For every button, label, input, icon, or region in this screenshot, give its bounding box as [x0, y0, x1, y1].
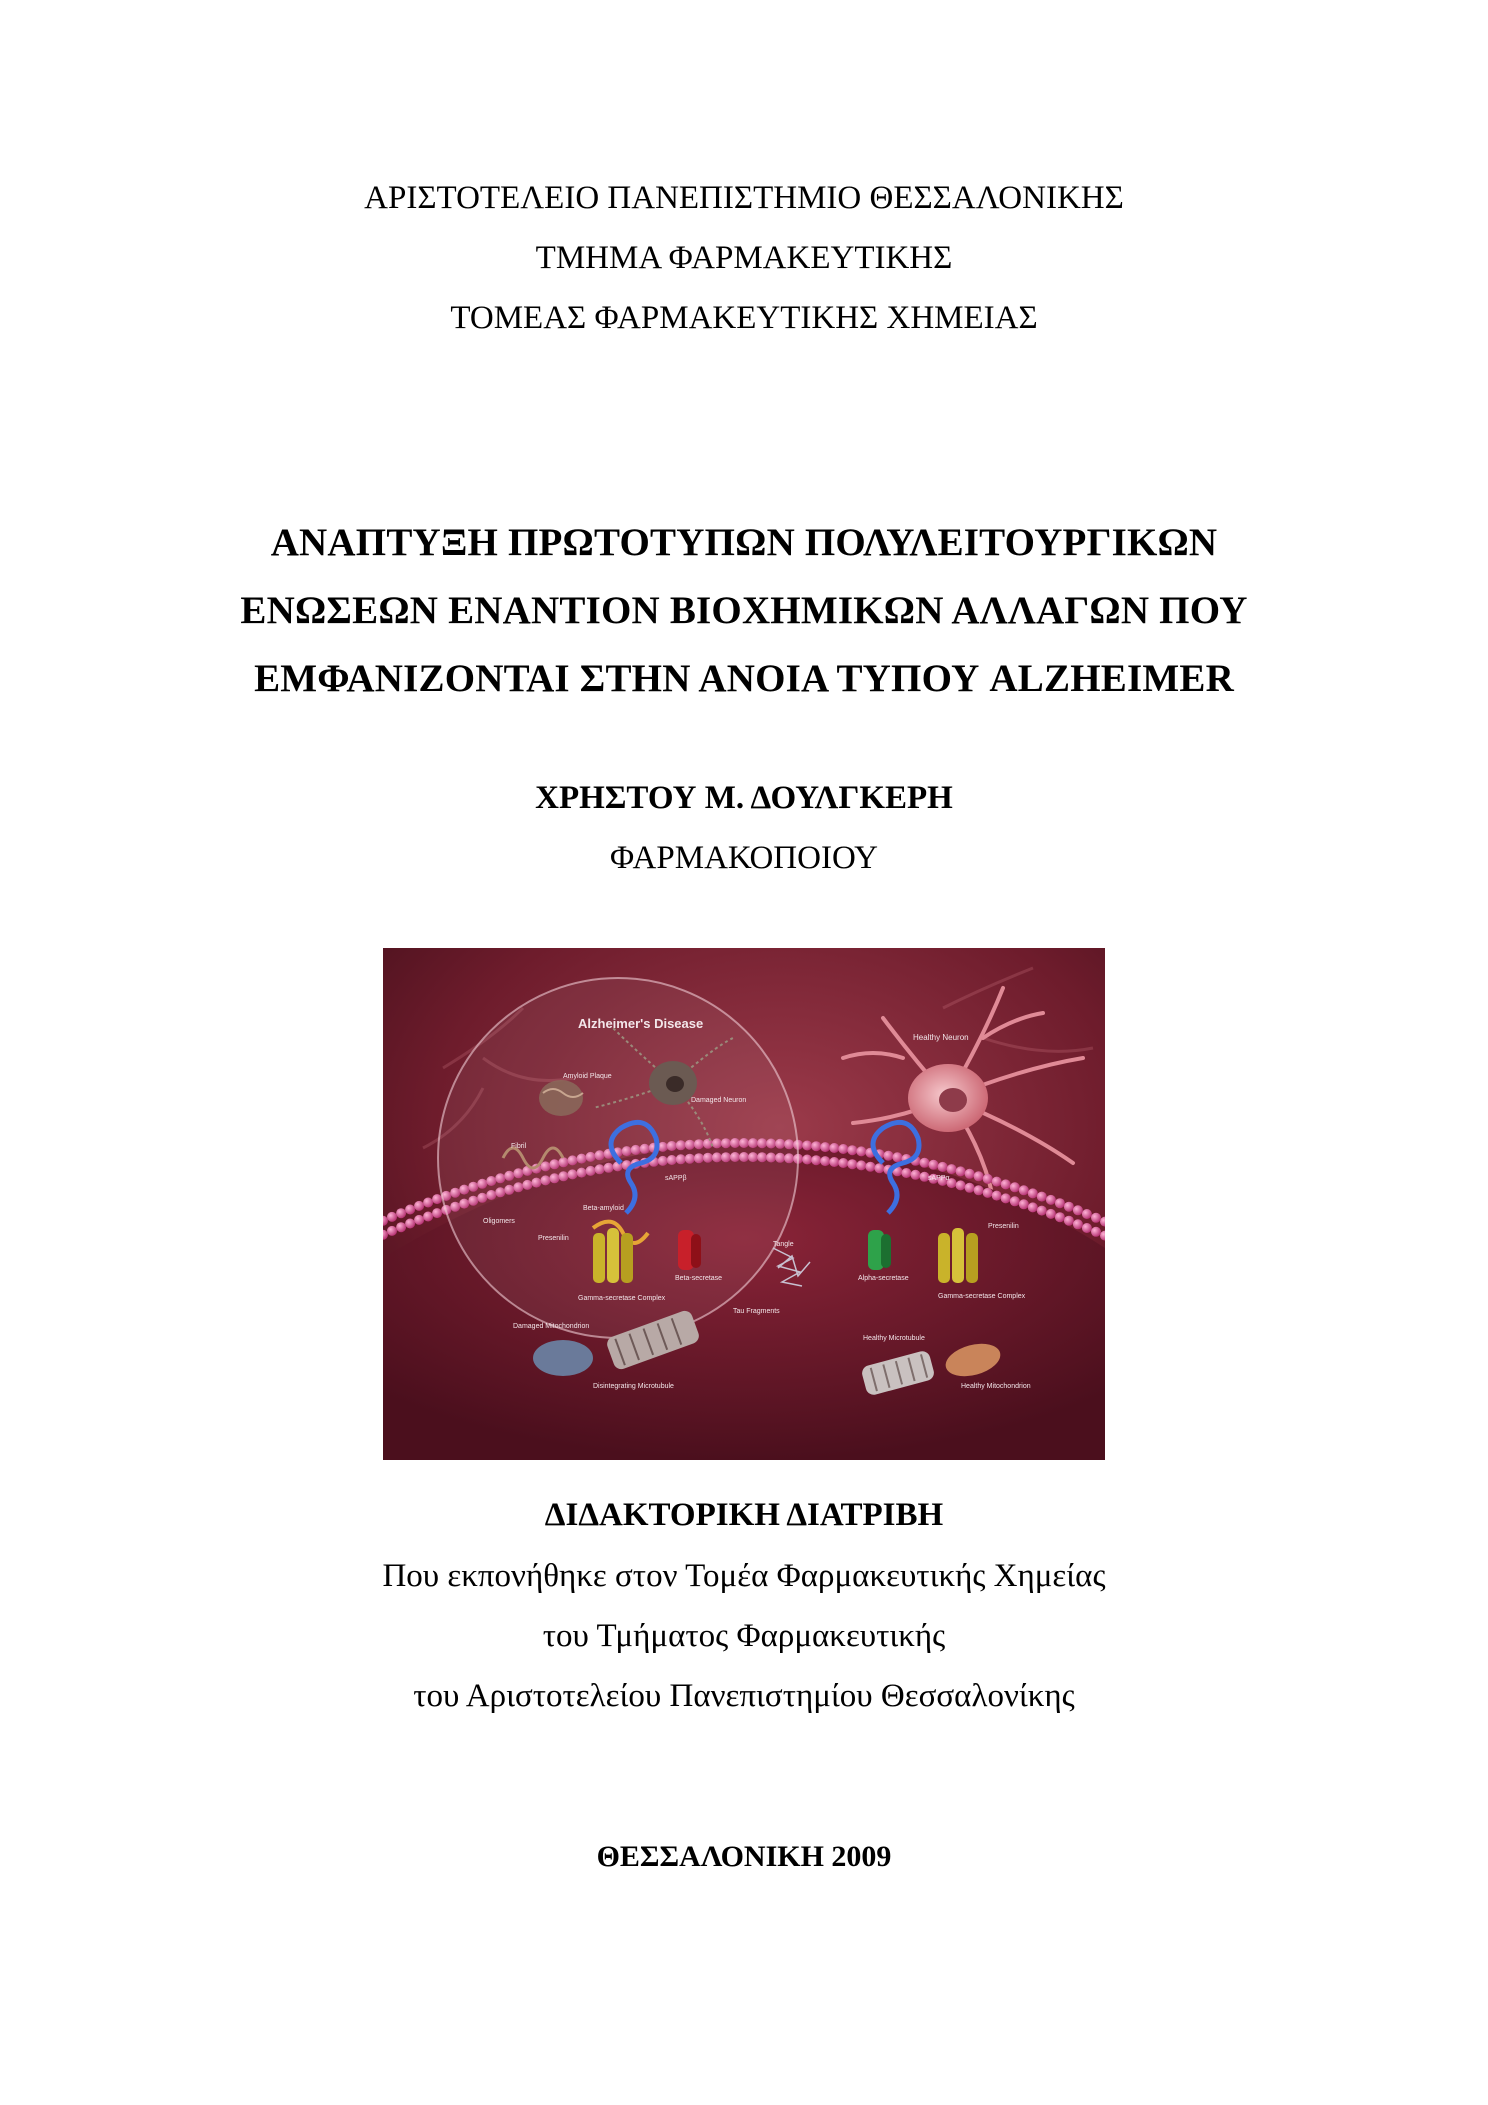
membrane-bead	[947, 1164, 957, 1174]
membrane-bead	[974, 1171, 984, 1181]
label-healthy-neuron: Healthy Neuron	[913, 1033, 969, 1042]
membrane-bead	[874, 1163, 884, 1173]
membrane-bead	[396, 1208, 406, 1218]
label-alpha-secretase: Alpha-secretase	[858, 1275, 909, 1282]
label-presenilin-right: Presenilin	[988, 1223, 1019, 1230]
label-beta-amyloid: Beta-amyloid	[583, 1205, 624, 1212]
membrane-bead	[405, 1219, 415, 1229]
membrane-bead	[1037, 1192, 1047, 1202]
membrane-bead	[865, 1162, 875, 1172]
label-healthy-mt: Healthy Microtubule	[863, 1335, 925, 1342]
label-amyloid-plaque: Amyloid Plaque	[563, 1073, 612, 1080]
alzheimers-illustration	[383, 948, 1105, 1460]
membrane-bead	[965, 1169, 975, 1179]
membrane-bead	[414, 1201, 424, 1211]
label-gamma-right: Gamma-secretase Complex	[938, 1293, 1026, 1300]
membrane-bead	[802, 1141, 812, 1151]
membrane-bead	[920, 1158, 930, 1168]
membrane-bead	[820, 1156, 830, 1166]
membrane-bead	[1073, 1205, 1083, 1215]
membrane-bead	[387, 1226, 397, 1236]
label-gamma-left: Gamma-secretase Complex	[578, 1295, 666, 1302]
thesis-title-line-1: ΑΝΑΠΤΥΞΗ ΠΡΩΤΟΤΥΠΩΝ ΠΟΛΥΛΕΙΤΟΥΡΓΙΚΩΝ	[270, 521, 1218, 564]
amyloid-plaque	[539, 1080, 583, 1116]
thesis-type: ΔΙΔΑΚΤΟΡΙΚΗ ΔΙΑΤΡΙΒΗ	[544, 1497, 944, 1533]
membrane-bead	[1010, 1182, 1020, 1192]
membrane-bead	[1082, 1223, 1092, 1233]
label-disintegrating-mt: Disintegrating Microtubule	[593, 1383, 674, 1390]
thesis-description-line-3: του Αριστοτελείου Πανεπιστημίου Θεσσαλονίκης	[413, 1678, 1075, 1714]
membrane-bead	[856, 1160, 866, 1170]
label-tangle: Tangle	[773, 1241, 794, 1248]
membrane-bead	[432, 1194, 442, 1204]
damaged-mitochondrion	[533, 1340, 593, 1376]
membrane-bead	[847, 1159, 857, 1169]
membrane-bead	[1055, 1212, 1065, 1222]
membrane-bead	[423, 1212, 433, 1222]
thesis-description-line-2: του Τμήματος Φαρμακευτικής	[542, 1618, 946, 1654]
membrane-bead	[847, 1145, 857, 1155]
label-oligomers: Oligomers	[483, 1218, 515, 1225]
membrane-bead	[1046, 1209, 1056, 1219]
membrane-bead	[911, 1170, 921, 1180]
membrane-bead	[423, 1198, 433, 1208]
division-name: ΤΟΜΕΑΣ ΦΑΡΜΑΚΕΥΤΙΚΗΣ ΧΗΜΕΙΑΣ	[450, 300, 1038, 336]
department-name: ΤΜΗΜΑ ΦΑΡΜΑΚΕΥΤΙΚΗΣ	[535, 240, 953, 276]
membrane-bead	[1046, 1195, 1056, 1205]
membrane-bead	[1055, 1198, 1065, 1208]
university-name: ΑΡΙΣΤΟΤΕΛΕΙΟ ΠΑΝΕΠΙΣΤΗΜΙΟ ΘΕΣΣΑΛΟΝΙΚΗΣ	[364, 180, 1124, 216]
membrane-bead	[938, 1162, 948, 1172]
membrane-bead	[856, 1146, 866, 1156]
membrane-bead	[1064, 1216, 1074, 1226]
thesis-description-line-1: Που εκπονήθηκε στον Τομέα Φαρμακευτικής Χημείας	[382, 1558, 1106, 1594]
label-fibril: Fibril	[511, 1143, 527, 1150]
thesis-title-line-3: ΕΜΦΑΝΙΖΟΝΤΑΙ ΣΤΗΝ ΑΝΟΙΑ ΤΥΠΟΥ ALZHEIMER	[254, 657, 1234, 700]
membrane-bead	[983, 1188, 993, 1198]
label-presenilin-left: Presenilin	[538, 1235, 569, 1242]
author-name: ΧΡΗΣΤΟΥ Μ. ΔΟΥΛΓΚΕΡΗ	[535, 780, 953, 816]
membrane-bead	[838, 1158, 848, 1168]
label-sapp-alpha: sAPPα	[928, 1175, 950, 1182]
label-sapp-beta: sAPPβ	[665, 1175, 687, 1182]
membrane-bead	[901, 1168, 911, 1178]
membrane-bead	[992, 1191, 1002, 1201]
gamma-secretase-right	[938, 1228, 978, 1283]
membrane-bead	[387, 1212, 397, 1222]
membrane-bead	[829, 1157, 839, 1167]
membrane-bead	[1028, 1188, 1038, 1198]
membrane-bead	[1001, 1179, 1011, 1189]
membrane-bead	[1019, 1185, 1029, 1195]
membrane-bead	[811, 1141, 821, 1151]
membrane-bead	[892, 1152, 902, 1162]
membrane-bead	[1037, 1206, 1047, 1216]
membrane-bead	[414, 1215, 424, 1225]
membrane-bead	[956, 1166, 966, 1176]
label-damaged-mito: Damaged Mitochondrion	[513, 1323, 590, 1330]
membrane-bead	[883, 1151, 893, 1161]
thesis-title-line-2: ΕΝΩΣΕΩΝ ΕΝΑΝΤΙΟΝ ΒΙΟΧΗΜΙΚΩΝ ΑΛΛΑΓΩΝ ΠΟΥ	[240, 589, 1248, 632]
label-healthy-mito: Healthy Mitochondrion	[961, 1383, 1031, 1390]
membrane-bead	[956, 1180, 966, 1190]
membrane-bead	[1028, 1202, 1038, 1212]
city-year: ΘΕΣΣΑΛΟΝΙΚΗ 2009	[596, 1840, 892, 1873]
membrane-bead	[829, 1143, 839, 1153]
membrane-bead	[965, 1183, 975, 1193]
membrane-bead	[405, 1205, 415, 1215]
fig-heading: Alzheimer's Disease	[578, 1016, 704, 1031]
membrane-bead	[1091, 1213, 1101, 1223]
membrane-bead	[983, 1174, 993, 1184]
membrane-bead	[820, 1142, 830, 1152]
membrane-bead	[929, 1160, 939, 1170]
membrane-bead	[432, 1208, 442, 1218]
beta-secretase	[678, 1230, 701, 1270]
membrane-bead	[974, 1185, 984, 1195]
membrane-bead	[811, 1155, 821, 1165]
membrane-bead	[1001, 1193, 1011, 1203]
gamma-secretase-left	[593, 1228, 633, 1283]
membrane-bead	[396, 1222, 406, 1232]
membrane-bead	[1019, 1199, 1029, 1209]
membrane-bead	[1073, 1219, 1083, 1229]
author-profession: ΦΑΡΜΑΚΟΠΟΙΟΥ	[610, 840, 878, 876]
membrane-bead	[1064, 1202, 1074, 1212]
label-tau-fragments: Tau Fragments	[733, 1308, 780, 1315]
membrane-bead	[1091, 1227, 1101, 1237]
label-damaged-neuron: Damaged Neuron	[691, 1097, 747, 1104]
membrane-bead	[1010, 1196, 1020, 1206]
alpha-secretase	[868, 1230, 891, 1270]
label-beta-secretase: Beta-secretase	[675, 1275, 723, 1282]
membrane-bead	[838, 1144, 848, 1154]
membrane-bead	[992, 1177, 1002, 1187]
membrane-bead	[802, 1155, 812, 1165]
membrane-bead	[1082, 1209, 1092, 1219]
